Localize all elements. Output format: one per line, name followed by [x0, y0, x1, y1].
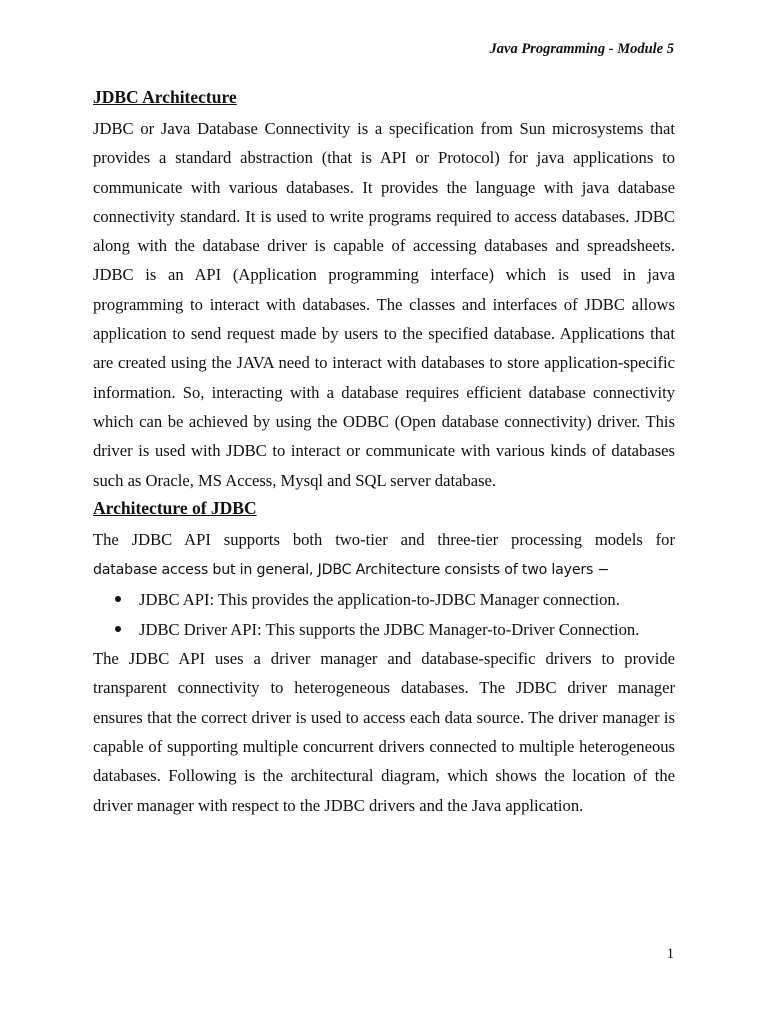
intro-line-1: The JDBC API supports both two-tier and three-tier processing models for [93, 529, 675, 549]
paragraph-architecture-intro [93, 525, 675, 554]
paragraph-architecture-intro-cont [93, 554, 675, 585]
paragraph-driver-manager: The JDBC API uses a driver manager and database-specific drivers to provide transparent connectivity to heterogeneous databases. The JDBC driver manager ensures that the correct driver is used to access each data source. The driver manager is capable of supporting multiple concurrent drivers connected to multiple heterogeneous databases. Following is the architectural diagram, which shows the location of the driver manager with respect to the JDBC drivers and the Java application. [93, 649, 675, 815]
section-heading-jdbc-architecture: JDBC Architecture [93, 87, 237, 107]
page-number: 1 [666, 946, 674, 962]
bullet-icon [115, 626, 121, 632]
bullet-item-jdbc-api [115, 585, 675, 614]
bullet-text: JDBC API: This provides the application-to-JDBC Manager connection. [139, 590, 620, 610]
section-heading-architecture-of-jdbc: Architecture of JDBC [93, 497, 257, 518]
bullet-icon [115, 596, 121, 602]
intro-line-2: database access but in general, JDBC Architecture consists of two layers − [93, 562, 610, 579]
bullet-item-jdbc-driver-api [115, 615, 675, 644]
paragraph-jdbc-intro: JDBC or Java Database Connectivity is a specification from Sun microsystems that provides a standard abstraction (that is API or Protocol) for java applications to communicate with various databases. It provides the language with java database connectivity standard. It is used to write programs required to access databases. JDBC along with the database driver is capable of accessing databases and spreadsheets. JDBC is an API (Application programming interface) which is used in java programming to interact with databases. The classes and interfaces of JDBC allows application to send request made by users to the specified database. Applications that are created using the JAVA need to interact with databases to store application-specific information. So, interacting with a database requires efficient database connectivity which can be achieved by using the ODBC (Open database connectivity) driver. This driver is used with JDBC to interact or communicate with various kinds of databases such as Oracle, MS Access, Mysql and SQL server database. [93, 119, 675, 490]
running-header: Java Programming - Module 5 [489, 41, 674, 57]
layers-bullet-list [93, 585, 675, 644]
bullet-text: JDBC Driver API: This supports the JDBC Manager-to-Driver Connection. [139, 619, 640, 639]
page-content [93, 84, 675, 820]
